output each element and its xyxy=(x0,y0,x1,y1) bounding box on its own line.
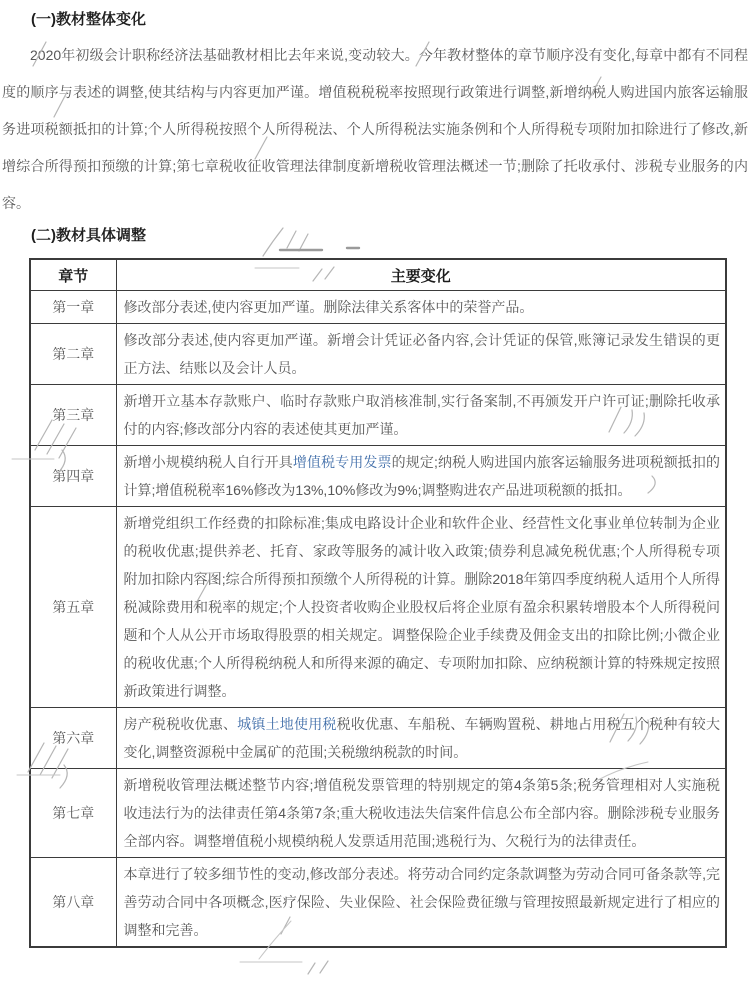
chapter-cell: 第二章 xyxy=(30,324,116,385)
chapter-cell: 第三章 xyxy=(30,385,116,446)
term-link[interactable]: 城镇土地使用税 xyxy=(237,716,337,732)
table-row xyxy=(30,858,726,948)
table-row xyxy=(30,291,726,324)
chapter-cell: 第六章 xyxy=(30,708,116,769)
table-row xyxy=(30,769,726,858)
changes-cell: 修改部分表述,使内容更加严谨。删除法律关系客体中的荣誉产品。 xyxy=(116,291,726,324)
changes-table xyxy=(29,258,727,948)
table-header-row xyxy=(30,259,726,291)
table-row xyxy=(30,324,726,385)
chapter-cell: 第五章 xyxy=(30,507,116,708)
section-2-heading: (二)教材具体调整 xyxy=(31,227,146,244)
intro-paragraph: 2020年初级会计职称经济法基础教材相比去年来说,变动较大。今年教材整体的章节顺序没有变化,每章中都有不同程度的顺序与表述的调整,使其结构与内容更加严谨。增值税税税率按照现行政策进行调整,新增纳税人购进国内旅客运输服务进项税额抵扣的计算;个人所得税按照个人所得税法、个人所得税法实施条例和个人所得税专项附加扣除进行了修改,新增综合所得预扣预缴的计算;第七章税收征收管理法律制度新增税收管理法概述一节;删除了托收承付、涉税专业服务的内容。 xyxy=(2,47,748,211)
changes-cell: 房产税税收优惠、城镇土地使用税税收优惠、车船税、车辆购置税、耕地占用税五个税种有较大变化,调整资源税中金属矿的范围;关税缴纳税款的时间。 xyxy=(116,708,726,769)
changes-cell: 新增税收管理法概述整节内容;增值税发票管理的特别规定的第4条第5条;税务管理相对人实施税收违法行为的法律责任第4条第7条;重大税收违法失信案件信息公布全部内容。删除涉税专业服务全部内容。调整增值税小规模纳税人发票适用范围;逃税行为、欠税行为的法律责任。 xyxy=(116,769,726,858)
changes-cell: 新增开立基本存款账户、临时存款账户取消核准制,实行备案制,不再颁发开户许可证;删除托收承付的内容;修改部分内容的表述使其更加严谨。 xyxy=(116,385,726,446)
table-row xyxy=(30,446,726,507)
changes-column-header: 主要变化 xyxy=(116,259,726,291)
changes-cell: 本章进行了较多细节性的变动,修改部分表述。将劳动合同约定条款调整为劳动合同可备条款等,完善劳动合同中各项概念,医疗保险、失业保险、社会保险费征缴与管理按照最新规定进行了相应的调整和完善。 xyxy=(116,858,726,948)
chapter-cell: 第八章 xyxy=(30,858,116,948)
changes-cell: 修改部分表述,使内容更加严谨。新增会计凭证必备内容,会计凭证的保管,账簿记录发生错误的更正方法、结账以及会计人员。 xyxy=(116,324,726,385)
changes-cell: 新增小规模纳税人自行开具增值税专用发票的规定;纳税人购进国内旅客运输服务进项税额抵扣的计算;增值税税率16%修改为13%,10%修改为9%;调整购进农产品进项税额的抵扣。 xyxy=(116,446,726,507)
table-row xyxy=(30,507,726,708)
chapter-cell: 第七章 xyxy=(30,769,116,858)
chapter-cell: 第一章 xyxy=(30,291,116,324)
term-link[interactable]: 增值税专用发票 xyxy=(292,454,392,470)
table-body xyxy=(30,291,726,948)
chapter-column-header: 章节 xyxy=(30,259,116,291)
changes-cell: 新增党组织工作经费的扣除标准;集成电路设计企业和软件企业、经营性文化事业单位转制为企业的税收优惠;提供养老、托育、家政等服务的减计收入政策;债券利息减免税优惠;个人所得税专项附加扣除内容图;综合所得预扣预缴个人所得税的计算。删除2018年第四季度纳税人适用个人所得税减除费用和税率的规定;个人投资者收购企业股权后将企业原有盈余积累转增股本个人所得税问题和个人从公开市场取得股票的相关规定。调整保险企业手续费及佣金支出的扣除比例;小微企业的税收优惠;个人所得税纳税人和所得来源的确定、专项附加扣除、应纳税额计算的特殊规定按照新政策进行调整。 xyxy=(116,507,726,708)
chapter-cell: 第四章 xyxy=(30,446,116,507)
table-row xyxy=(30,708,726,769)
table-row xyxy=(30,385,726,446)
section-1-heading: (一)教材整体变化 xyxy=(31,11,146,28)
